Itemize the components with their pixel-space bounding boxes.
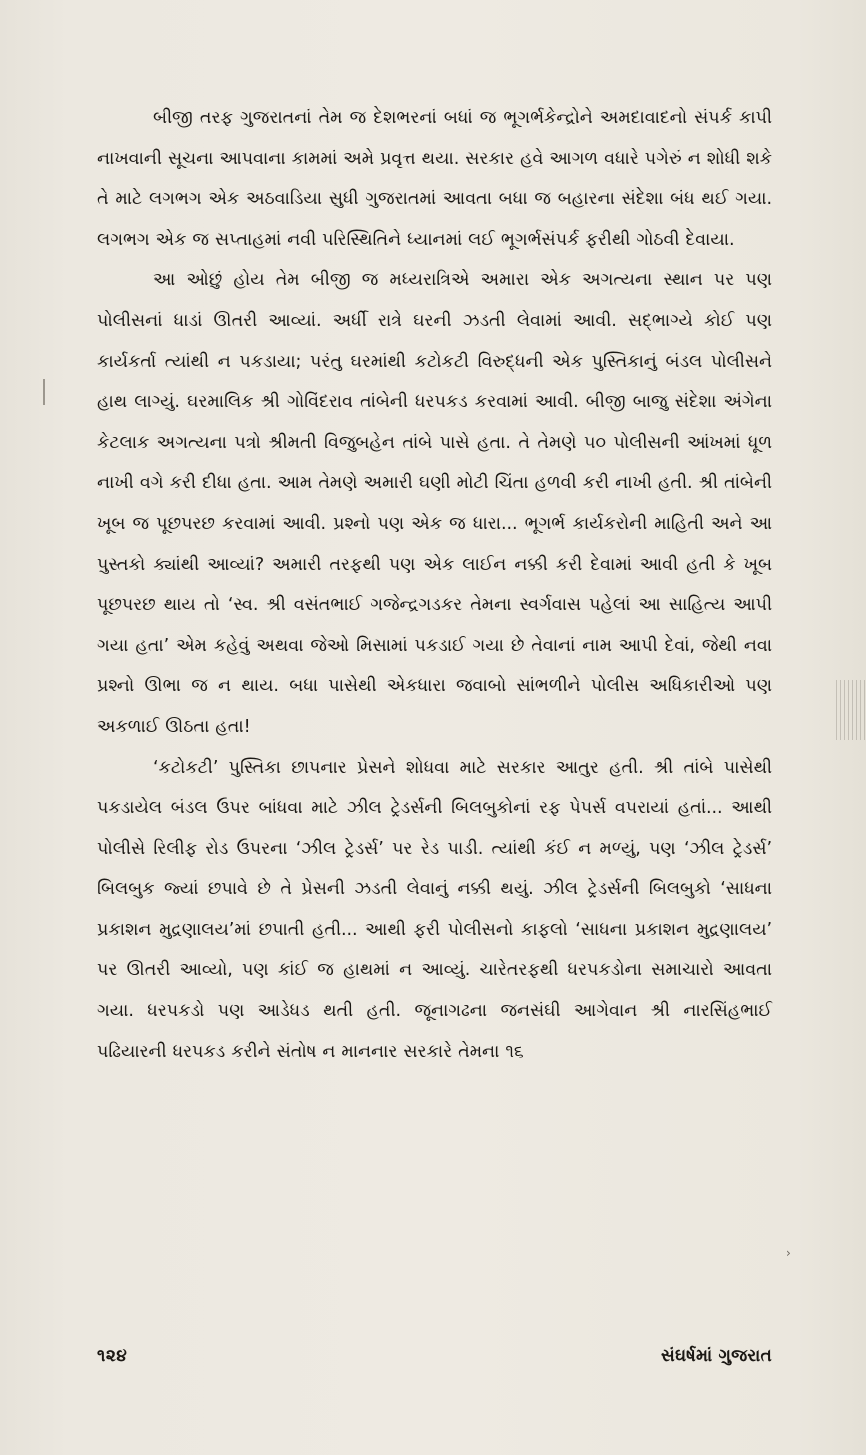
bleed-through-marks [836, 680, 866, 740]
book-title: સંઘર્ષમાં ગુજરાત [661, 1346, 772, 1366]
page-number: ૧૨૪ [97, 1346, 128, 1366]
ink-speck: › [786, 1246, 791, 1260]
paragraph-3: ‘કટોકટી’ પુસ્તિકા છાપનાર પ્રેસને શોધવા માટે સરકાર આતુર હતી. શ્રી તાંબે પાસેથી પકડાયેલ બંડલ ઉપર બાંધવા માટે ઝીલ ટ્રેડર્સની બિલબુકોનાં રફ પેપર્સ વપરાયાં હતાં... આથી પોલીસે રિલીફ રોડ ઉપરના ‘ઝીલ ટ્રેડર્સ’ પર રેડ પાડી. ત્યાંથી કંઈ ન મળ્યું, પણ ‘ઝીલ ટ્રેડર્સ’ બિલબુક જ્યાં છપાવે છે તે પ્રેસની ઝડતી લેવાનું નક્કી થયું. ઝીલ ટ્રેડર્સની બિલબુકો ‘સાધના પ્રકાશન મુદ્રણાલય’માં છપાતી હતી... આથી ફરી પોલીસનો કાફલો ‘સાધના પ્રકાશન મુદ્રણાલય’ પર ઊતરી આવ્યો, પણ કાંઈ જ હાથમાં ન આવ્યું. ચારેતરફથી ધરપકડોના સમાચારો આવતા ગયા. ધરપકડો પણ આડેધડ થતી હતી. જૂનાગઢના જનસંઘી આગેવાન શ્રી નારસિંહભાઈ પઢિયારની ધરપકડ કરીને સંતોષ ન માનનાર સરકારે તેમના ૧૬ [97, 757, 772, 1062]
margin-mark [43, 379, 45, 405]
body-text [97, 98, 772, 1072]
paragraph-1: બીજી તરફ ગુજરાતનાં તેમ જ દેશભરનાં બધાં જ ભૂગર્ભકેન્દ્રોને અમદાવાદનો સંપર્ક કાપી નાખવાની સૂચના આપવાના કામમાં અમે પ્રવૃત્ત થયા. સરકાર હવે આગળ વધારે પગેરું ન શોધી શકે તે માટે લગભગ એક અઠવાડિયા સુધી ગુજરાતમાં આવતા બધા જ બહારના સંદેશા બંધ થઈ ગયા. લગભગ એક જ સપ્તાહમાં નવી પરિસ્થિતિને ધ્યાનમાં લઈ ભૂગર્ભસંપર્ક ફરીથી ગોઠવી દેવાયા. [97, 108, 772, 250]
paragraph-2: આ ઓછું હોય તેમ બીજી જ મધ્યરાત્રિએ અમારા એક અગત્યના સ્થાન પર પણ પોલીસનાં ધાડાં ઊતરી આવ્યાં. અર્ધી રાત્રે ઘરની ઝડતી લેવામાં આવી. સદ્ભાગ્યે કોઈ પણ કાર્યકર્તા ત્યાંથી ન પકડાયા; પરંતુ ઘરમાંથી કટોકટી વિરુદ્ધની એક પુસ્તિકાનું બંડલ પોલીસને હાથ લાગ્યું. ઘરમાલિક શ્રી ગોવિંદરાવ તાંબેની ધરપકડ કરવામાં આવી. બીજી બાજુ સંદેશા અંગેના કેટલાક અગત્યના પત્રો શ્રીમતી વિજુબહેન તાંબે પાસે હતા. તે તેમણે ૫૦ પોલીસની આંખમાં ધૂળ નાખી વગે કરી દીધા હતા. આમ તેમણે અમારી ઘણી મોટી ચિંતા હળવી કરી નાખી હતી. શ્રી તાંબેની ખૂબ જ પૂછપરછ કરવામાં આવી. પ્રશ્નો પણ એક જ ધારા... ભૂગર્ભ કાર્યકરોની માહિતી અને આ પુસ્તકો ક્યાંથી આવ્યાં? અમારી તરફથી પણ એક લાઈન નક્કી કરી દેવામાં આવી હતી કે ખૂબ પૂછપરછ થાય તો ‘સ્વ. શ્રી વસંતભાઈ ગજેન્દ્રગડકર તેમના સ્વર્ગવાસ પહેલાં આ સાહિત્ય આપી ગયા હતા’ એમ કહેવું અથવા જેઓ મિસામાં પકડાઈ ગયા છે તેવાનાં નામ આપી દેવાં, જેથી નવા પ્રશ્નો ઊભા જ ન થાય. બધા પાસેથી એકધારા જવાબો સાંભળીને પોલીસ અધિકારીઓ પણ અકળાઈ ઊઠતા હતા! [97, 270, 772, 737]
page-footer [97, 1346, 772, 1366]
